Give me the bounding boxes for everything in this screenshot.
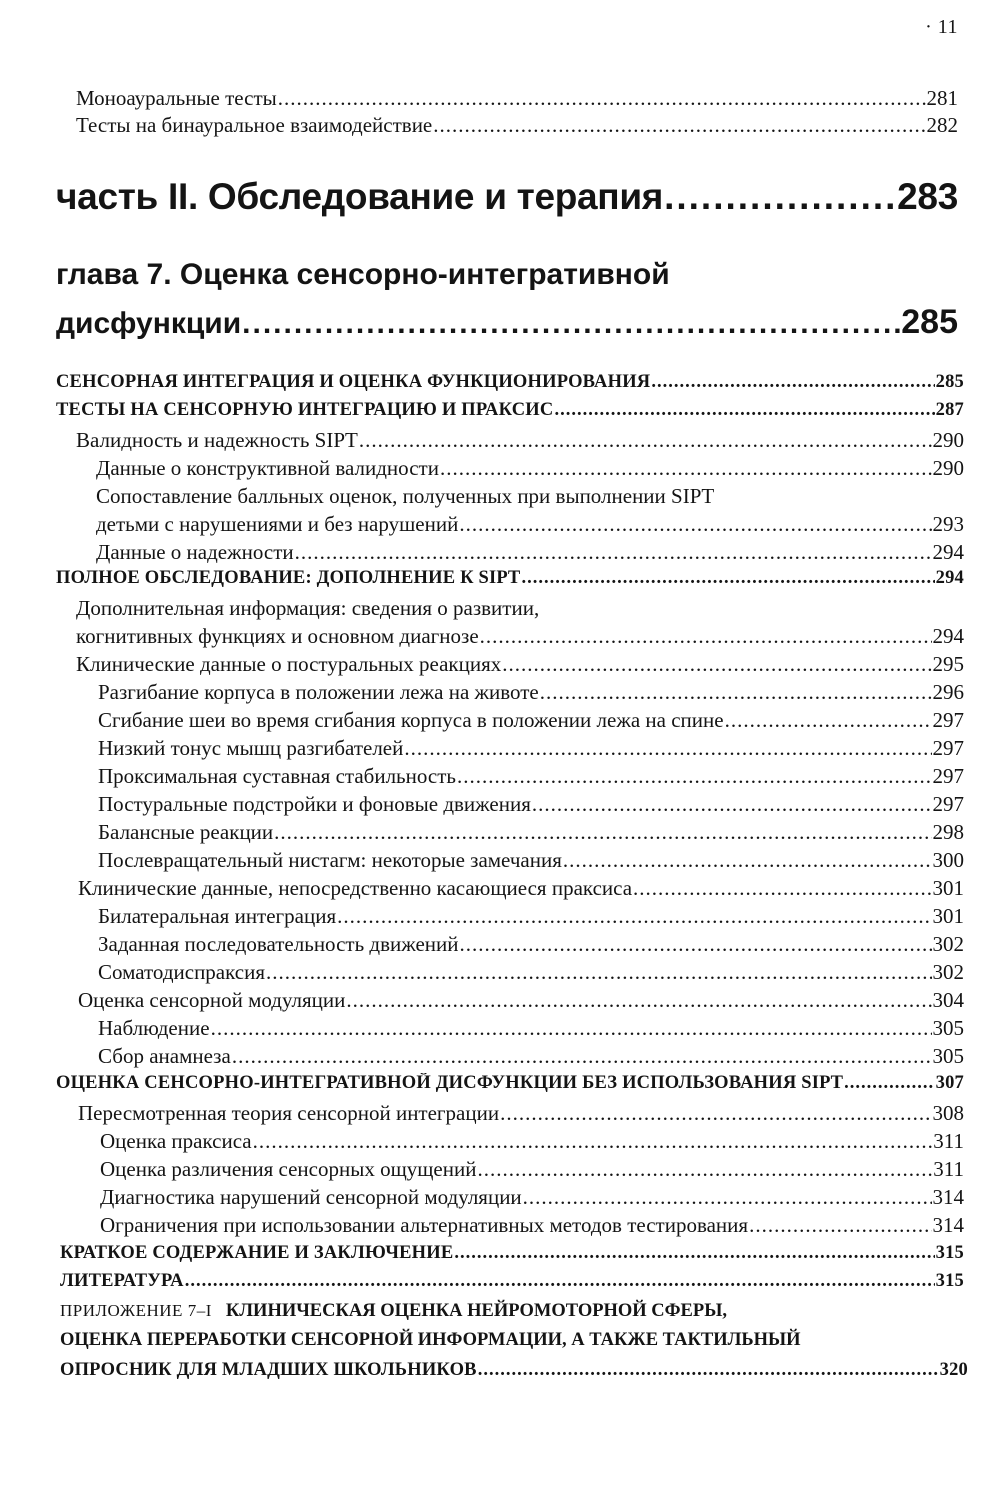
toc-entry[interactable]: Пересмотренная теория сенсорной интеграции ..... 308: [78, 1101, 964, 1126]
toc-entry[interactable]: Ограничения при использовании альтернативных методов тестирования ..... 314: [100, 1213, 964, 1238]
toc-entry[interactable]: Валидность и надежность SIPT ..... 290: [76, 428, 964, 453]
toc-entry[interactable]: Билатеральная интеграция ..... 301: [98, 904, 964, 929]
toc-entry[interactable]: Разгибание корпуса в положении лежа на животе ..... 296: [98, 680, 964, 705]
toc-entry[interactable]: Данные о конструктивной валидности ..... 290: [96, 456, 964, 481]
toc-entry[interactable]: Дополнительная информация: сведения о развитии,: [76, 596, 540, 620]
toc-section[interactable]: ТЕСТЫ НА СЕНСОРНУЮ ИНТЕГРАЦИЮ И ПРАКСИС ..... 287: [56, 400, 964, 421]
toc-section[interactable]: ПОЛНОЕ ОБСЛЕДОВАНИЕ: ДОПОЛНЕНИЕ К SIPT ..... 294: [56, 568, 964, 589]
toc-entry[interactable]: Клинические данные о постуральных реакциях ..... 295: [76, 652, 964, 677]
toc-entry[interactable]: Данные о надежности ..... 294: [96, 540, 964, 565]
toc-entry[interactable]: Наблюдение ..... 305: [98, 1016, 964, 1041]
toc-section[interactable]: КРАТКОЕ СОДЕРЖАНИЕ И ЗАКЛЮЧЕНИЕ ..... 315: [60, 1243, 964, 1264]
toc-entry[interactable]: Оценка различения сенсорных ощущений ..... 311: [100, 1157, 964, 1182]
toc-entry[interactable]: Балансные реакции ..... 298: [98, 820, 964, 845]
toc-part-heading[interactable]: часть II. Обследование и терапия ..... 283: [56, 176, 958, 218]
appendix-heading[interactable]: [60, 1301, 727, 1322]
toc-entry[interactable]: Соматодиспраксия ..... 302: [98, 960, 964, 985]
appendix-title-line[interactable]: ОЦЕНКА ПЕРЕРАБОТКИ СЕНСОРНОЙ ИНФОРМАЦИИ, А ТАКЖЕ ТАКТИЛЬНЫЙ: [60, 1330, 801, 1350]
appendix-label: ПРИЛОЖЕНИЕ 7–I: [60, 1301, 212, 1320]
toc-entry[interactable]: Постуральные подстройки и фоновые движения ..... 297: [98, 792, 964, 817]
toc-section[interactable]: СЕНСОРНАЯ ИНТЕГРАЦИЯ И ОЦЕНКА ФУНКЦИОНИРОВАНИЯ ..... 285: [56, 372, 964, 393]
toc-entry[interactable]: Сбор анамнеза ..... 305: [98, 1044, 964, 1069]
toc-entry[interactable]: Моноауральные тесты ..... 281: [76, 86, 958, 111]
toc-entry[interactable]: Сопоставление балльных оценок, полученных при выполнении SIPT: [96, 484, 715, 508]
toc-entry[interactable]: Заданная последовательность движений ..... 302: [98, 932, 964, 957]
toc-section[interactable]: ОПРОСНИК ДЛЯ МЛАДШИХ ШКОЛЬНИКОВ ..... 320: [60, 1360, 968, 1381]
toc-chapter-heading[interactable]: глава 7. Оценка сенсорно-интегративной: [56, 258, 670, 291]
toc-entry[interactable]: Сгибание шеи во время сгибания корпуса в положении лежа на спине ..... 297: [98, 708, 964, 733]
toc-chapter-heading[interactable]: дисфункции ..... 285: [56, 303, 958, 342]
toc-entry[interactable]: Оценка сенсорной модуляции ..... 304: [78, 988, 964, 1013]
toc-entry[interactable]: Проксимальная суставная стабильность ..... 297: [98, 764, 964, 789]
toc-entry[interactable]: Клинические данные, непосредственно касающиеся праксиса ..... 301: [78, 876, 964, 901]
toc-entry[interactable]: Тесты на бинауральное взаимодействие ..... 282: [76, 113, 958, 138]
toc-section[interactable]: ОЦЕНКА СЕНСОРНО-ИНТЕГРАТИВНОЙ ДИСФУНКЦИИ БЕЗ ИСПОЛЬЗОВАНИЯ SIPT ..... 307: [56, 1073, 964, 1094]
toc-entry[interactable]: Низкий тонус мышц разгибателей ..... 297: [98, 736, 964, 761]
toc-entry[interactable]: Послевращательный нистагм: некоторые замечания ..... 300: [98, 848, 964, 873]
page-number: · 11: [925, 16, 958, 38]
toc-entry[interactable]: детьми с нарушениями и без нарушений ..... 293: [96, 512, 964, 537]
toc-section[interactable]: ЛИТЕРАТУРА ..... 315: [60, 1271, 964, 1292]
toc-entry[interactable]: когнитивных функциях и основном диагнозе ..... 294: [76, 624, 964, 649]
toc-entry[interactable]: Диагностика нарушений сенсорной модуляции ..... 314: [100, 1185, 964, 1210]
appendix-title: КЛИНИЧЕСКАЯ ОЦЕНКА НЕЙРОМОТОРНОЙ СФЕРЫ,: [225, 1301, 727, 1321]
toc-entry[interactable]: Оценка праксиса ..... 311: [100, 1129, 964, 1154]
